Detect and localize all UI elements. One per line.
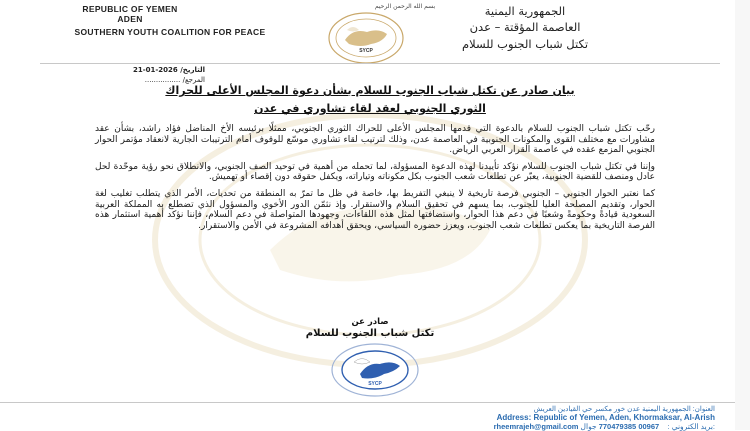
header-en-city: ADEN	[117, 14, 143, 24]
footer-email-label: بريد الكتروني :	[667, 422, 713, 431]
issued-by-label: صادر عن	[351, 317, 389, 327]
date-label: التاريخ/	[180, 66, 205, 74]
footer-phone-label: جوال:	[580, 422, 715, 431]
footer-address-ar: العنوان: الجمهورية اليمنية عدن خور مكسر حي القيادين العريش	[533, 406, 715, 413]
paragraph: رحّب تكتل شباب الجنوب للسلام بالدعوة التي قدمها المجلس الأعلى للحراك الثوري الجنوبي، ممثلًا برئيسه الأخ المناضل فؤاد راشد، بشأن عقد مشاورات مع مختلف القوى والمكونات الجنوبية في العاصمة عدن، وذلك لترتيب لقاء تشاوري موسّع للوقوف أمام الترتيبات الجارية لانعقاد مؤتمر الحوار الجنوبي المزمع عقده في عاصمة القرار العربي الرياض.	[95, 124, 655, 156]
header-ar-org: تكتل شباب الجنوب للسلام	[461, 37, 589, 51]
date-value: 2026-01-21	[132, 66, 178, 74]
footer-address-en: Address: Republic of Yemen, Aden, Khormaksar, Al-Arish	[496, 413, 715, 422]
sycp-logo-gold-icon	[327, 8, 405, 64]
reference-label: المرجع/	[182, 76, 205, 84]
header-en-org: SOUTHERN YOUTH COALITION FOR PEACE	[74, 27, 266, 37]
footer-phone: 00967 770479385	[598, 422, 660, 431]
svg-text:SYCP: SYCP	[359, 48, 373, 54]
reference-value: ................	[144, 76, 181, 84]
paragraph: وإننا في تكتل شباب الجنوب للسلام نؤكد تأييدنا لهذه الدعوة المسؤولة، لما تحمله من أهمية في توحيد الصف الجنوبي، والانطلاق نحو رؤية موحّدة لحل عادل ومنصف للقضية الجنوبية، يعبّر عن تطلعات شعب الجنوب بكل مكوناته وتياراته، ويكفل حقوقه دون إقصاء أو تهميش.	[95, 161, 655, 183]
footer-email[interactable]: rheemrajeh@gmail.com	[493, 422, 579, 431]
header-ar-city: العاصمة المؤقتة – عدن	[469, 20, 581, 34]
basmala: بسم الله الرحمن الرحيم	[374, 3, 436, 10]
footer-divider	[0, 402, 735, 403]
statement-title-line2: الثوري الجنوبي لعقد لقاء تشاوري في عدن	[254, 102, 486, 115]
statement-body	[95, 124, 655, 237]
statement-title-line1: بيان صادر عن تكتل شباب الجنوب للسلام بشأن دعوة المجلس الأعلى للحراك	[165, 84, 575, 97]
date-field	[110, 66, 205, 74]
reference-field	[110, 76, 205, 84]
header-en-country: REPUBLIC OF YEMEN	[82, 4, 178, 14]
issuing-organization: تكتل شباب الجنوب للسلام	[305, 328, 435, 339]
svg-text:SYCP: SYCP	[368, 381, 382, 387]
page-edge	[735, 0, 750, 430]
header-ar-country: الجمهورية اليمنية	[484, 4, 566, 18]
header-divider	[40, 63, 720, 64]
sycp-logo-blue-icon	[330, 342, 420, 397]
paragraph: كما نعتبر الحوار الجنوبي – الجنوبي فرصة تاريخية لا ينبغي التفريط بها، خاصة في ظل ما تمرّ به المنطقة من تحديات، الأمر الذي يتطلب تغليب لغة الحوار، وتقديم المصلحة العليا للجنوب، بما يسهم في تحقيق السلام والاستقرار. وإذ نثمّن الدور الأخوي والمسؤول الذي تضطلع به المملكة العربية السعودية قيادةً وحكومةً وشعبًا في دعم هذا الحوار، واستضافتها لمثل هذه اللقاءات، وجهودها المتواصلة في دعم السلام، فإننا نؤكد أهمية استثمار هذه الفرصة التاريخية بما يعكس تطلعات شعب الجنوب، ويعزز حضوره السياسي، ويحقق أهدافه المشروعة في الأمن والاستقرار.	[95, 188, 655, 231]
